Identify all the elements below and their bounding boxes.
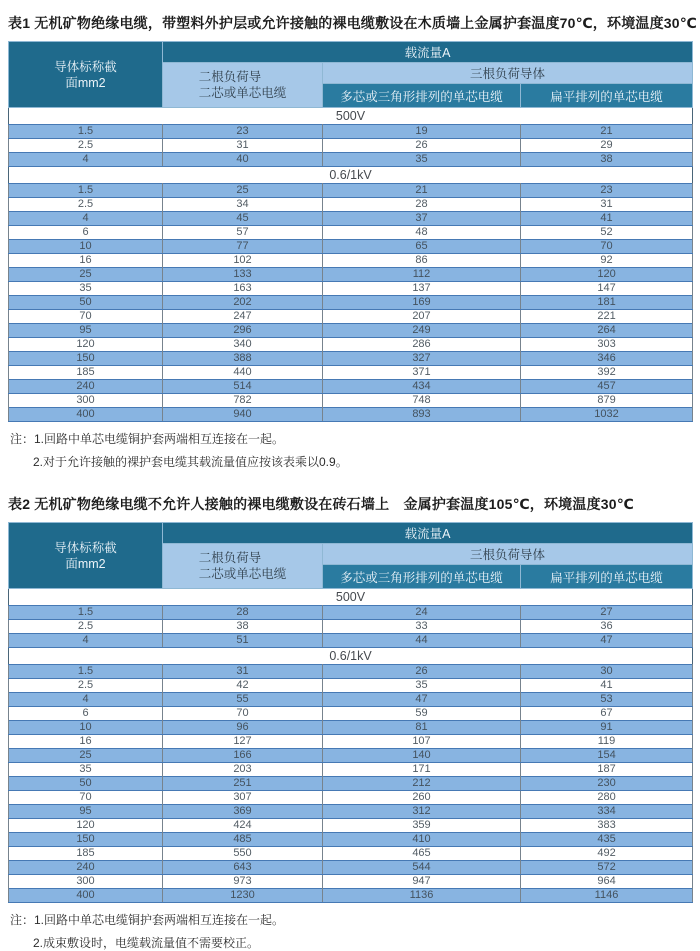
two-conductors-line2: 二芯或单芯电缆 xyxy=(198,86,287,100)
data-cell: 34 xyxy=(163,198,323,212)
data-cell: 334 xyxy=(521,805,693,819)
data-cell: 369 xyxy=(163,805,323,819)
data-cell: 181 xyxy=(521,296,693,310)
data-cell: 185 xyxy=(9,366,163,380)
table1-note-1: 注：1.回路中单芯电缆铜护套两端相互连接在一起。 xyxy=(10,432,285,446)
data-cell: 346 xyxy=(521,352,693,366)
data-cell: 52 xyxy=(521,226,693,240)
data-cell: 51 xyxy=(163,634,323,648)
data-cell: 133 xyxy=(163,268,323,282)
data-cell: 38 xyxy=(163,620,323,634)
data-cell: 50 xyxy=(9,777,163,791)
data-cell: 1.5 xyxy=(9,606,163,620)
data-cell: 230 xyxy=(521,777,693,791)
data-cell: 300 xyxy=(9,394,163,408)
table-row xyxy=(9,693,693,707)
data-cell: 70 xyxy=(9,310,163,324)
data-cell: 2.5 xyxy=(9,139,163,153)
data-cell: 150 xyxy=(9,352,163,366)
table-row xyxy=(9,620,693,634)
table2-notes xyxy=(10,913,692,951)
table-row xyxy=(9,606,693,620)
data-cell: 249 xyxy=(323,324,521,338)
data-cell: 77 xyxy=(163,240,323,254)
data-cell: 50 xyxy=(9,296,163,310)
data-cell: 41 xyxy=(521,212,693,226)
data-cell: 251 xyxy=(163,777,323,791)
data-cell: 96 xyxy=(163,721,323,735)
data-cell: 264 xyxy=(521,324,693,338)
table-row xyxy=(9,394,693,408)
data-cell: 59 xyxy=(323,707,521,721)
data-cell: 35 xyxy=(9,763,163,777)
data-cell: 300 xyxy=(9,875,163,889)
data-cell: 221 xyxy=(521,310,693,324)
data-cell: 70 xyxy=(521,240,693,254)
data-cell: 550 xyxy=(163,847,323,861)
table-row xyxy=(9,139,693,153)
data-cell: 879 xyxy=(521,394,693,408)
data-cell: 303 xyxy=(521,338,693,352)
data-cell: 26 xyxy=(323,139,521,153)
table-row xyxy=(9,282,693,296)
data-cell: 42 xyxy=(163,679,323,693)
data-cell: 53 xyxy=(521,693,693,707)
data-cell: 1136 xyxy=(323,889,521,903)
data-cell: 45 xyxy=(163,212,323,226)
table-row xyxy=(9,226,693,240)
data-cell: 247 xyxy=(163,310,323,324)
table-row xyxy=(9,296,693,310)
data-cell: 95 xyxy=(9,805,163,819)
data-cell: 748 xyxy=(323,394,521,408)
data-cell: 10 xyxy=(9,721,163,735)
data-cell: 6 xyxy=(9,226,163,240)
data-cell: 31 xyxy=(521,198,693,212)
data-cell: 19 xyxy=(323,125,521,139)
data-cell: 47 xyxy=(323,693,521,707)
data-cell: 38 xyxy=(521,153,693,167)
data-cell: 55 xyxy=(163,693,323,707)
data-cell: 1032 xyxy=(521,408,693,422)
table-row xyxy=(9,847,693,861)
data-cell: 27 xyxy=(521,606,693,620)
conductor-header-line1: 导体标称截 xyxy=(54,59,117,74)
data-cell: 400 xyxy=(9,889,163,903)
data-cell: 359 xyxy=(323,819,521,833)
data-cell: 25 xyxy=(9,268,163,282)
voltage-section-row xyxy=(9,648,693,665)
data-cell: 457 xyxy=(521,380,693,394)
data-cell: 514 xyxy=(163,380,323,394)
table-row xyxy=(9,777,693,791)
data-cell: 120 xyxy=(9,338,163,352)
table-row xyxy=(9,875,693,889)
three-loaded-conductors-header: 三根负荷导体 xyxy=(323,63,693,84)
data-cell: 940 xyxy=(163,408,323,422)
table-row xyxy=(9,707,693,721)
conductor-cross-section-header xyxy=(9,42,163,108)
two-conductors-line1: 二根负荷导 xyxy=(198,551,262,565)
multicore-trefoil-header: 多芯或三角形排列的单芯电缆 xyxy=(323,565,521,589)
data-cell: 31 xyxy=(163,139,323,153)
data-cell: 260 xyxy=(323,791,521,805)
data-cell: 202 xyxy=(163,296,323,310)
data-cell: 307 xyxy=(163,791,323,805)
table-row xyxy=(9,153,693,167)
data-cell: 296 xyxy=(163,324,323,338)
table-row xyxy=(9,268,693,282)
conductor-cross-section-header xyxy=(9,523,163,589)
data-cell: 137 xyxy=(323,282,521,296)
data-cell: 81 xyxy=(323,721,521,735)
multicore-trefoil-header: 多芯或三角形排列的单芯电缆 xyxy=(323,84,521,108)
data-cell: 4 xyxy=(9,634,163,648)
table-row xyxy=(9,665,693,679)
data-cell: 120 xyxy=(521,268,693,282)
table1-header xyxy=(9,42,693,108)
data-cell: 44 xyxy=(323,634,521,648)
data-cell: 33 xyxy=(323,620,521,634)
conductor-header-line2: 面mm2 xyxy=(65,556,106,571)
conductor-header-line2: 面mm2 xyxy=(65,75,106,90)
data-cell: 240 xyxy=(9,861,163,875)
data-cell: 21 xyxy=(521,125,693,139)
data-cell: 163 xyxy=(163,282,323,296)
data-cell: 492 xyxy=(521,847,693,861)
data-cell: 95 xyxy=(9,324,163,338)
data-cell: 154 xyxy=(521,749,693,763)
data-cell: 4 xyxy=(9,212,163,226)
data-cell: 4 xyxy=(9,693,163,707)
table-row xyxy=(9,735,693,749)
table2-header xyxy=(9,523,693,589)
data-cell: 150 xyxy=(9,833,163,847)
data-cell: 187 xyxy=(521,763,693,777)
data-cell: 37 xyxy=(323,212,521,226)
data-cell: 41 xyxy=(521,679,693,693)
table2-note-1: 注：1.回路中单芯电缆铜护套两端相互连接在一起。 xyxy=(10,913,285,927)
table-row xyxy=(9,763,693,777)
data-cell: 35 xyxy=(323,679,521,693)
two-conductors-line1: 二根负荷导 xyxy=(198,70,262,84)
data-cell: 212 xyxy=(323,777,521,791)
data-cell: 102 xyxy=(163,254,323,268)
data-cell: 57 xyxy=(163,226,323,240)
data-cell: 16 xyxy=(9,254,163,268)
data-cell: 70 xyxy=(9,791,163,805)
data-cell: 240 xyxy=(9,380,163,394)
data-cell: 112 xyxy=(323,268,521,282)
table-row xyxy=(9,125,693,139)
voltage-section-label: 500V xyxy=(9,589,693,606)
data-cell: 327 xyxy=(323,352,521,366)
three-loaded-conductors-header: 三根负荷导体 xyxy=(323,544,693,565)
data-cell: 28 xyxy=(163,606,323,620)
table-row xyxy=(9,408,693,422)
two-loaded-conductors-header xyxy=(163,544,323,589)
data-cell: 485 xyxy=(163,833,323,847)
data-cell: 127 xyxy=(163,735,323,749)
table-row xyxy=(9,749,693,763)
data-cell: 2.5 xyxy=(9,198,163,212)
data-cell: 47 xyxy=(521,634,693,648)
table-row xyxy=(9,310,693,324)
data-cell: 544 xyxy=(323,861,521,875)
data-cell: 2.5 xyxy=(9,679,163,693)
table-row xyxy=(9,679,693,693)
voltage-section-row xyxy=(9,108,693,125)
data-cell: 1.5 xyxy=(9,665,163,679)
data-cell: 91 xyxy=(521,721,693,735)
data-cell: 140 xyxy=(323,749,521,763)
table1-note-2: 2.对于允许接触的裸护套电缆其载流量值应按该表乘以0.9。 xyxy=(33,455,348,469)
data-cell: 23 xyxy=(163,125,323,139)
data-cell: 30 xyxy=(521,665,693,679)
table-row xyxy=(9,212,693,226)
data-cell: 643 xyxy=(163,861,323,875)
table-row xyxy=(9,338,693,352)
data-cell: 35 xyxy=(323,153,521,167)
data-cell: 185 xyxy=(9,847,163,861)
table-row xyxy=(9,324,693,338)
table2-note-2: 2.成束敷设时，电缆载流量值不需要校正。 xyxy=(33,936,260,950)
table-row xyxy=(9,819,693,833)
voltage-section-label: 0.6/1kV xyxy=(9,648,693,665)
load-capacity-header: 载流量A xyxy=(163,42,693,63)
data-cell: 147 xyxy=(521,282,693,296)
data-cell: 86 xyxy=(323,254,521,268)
table-row xyxy=(9,889,693,903)
data-cell: 410 xyxy=(323,833,521,847)
data-cell: 392 xyxy=(521,366,693,380)
two-conductors-line2: 二芯或单芯电缆 xyxy=(198,567,287,581)
data-cell: 169 xyxy=(323,296,521,310)
data-cell: 280 xyxy=(521,791,693,805)
data-cell: 40 xyxy=(163,153,323,167)
data-cell: 203 xyxy=(163,763,323,777)
data-cell: 286 xyxy=(323,338,521,352)
flat-arrangement-header: 扁平排列的单芯电缆 xyxy=(521,84,693,108)
data-cell: 92 xyxy=(521,254,693,268)
data-cell: 48 xyxy=(323,226,521,240)
table-row xyxy=(9,805,693,819)
data-cell: 893 xyxy=(323,408,521,422)
table2-title: 表2 无机矿物绝缘电缆不允许人接触的裸电缆敷设在砖石墙上 金属护套温度105℃，环境温度30℃ xyxy=(8,496,634,512)
data-cell: 21 xyxy=(323,184,521,198)
flat-arrangement-header: 扁平排列的单芯电缆 xyxy=(521,565,693,589)
data-cell: 107 xyxy=(323,735,521,749)
data-cell: 35 xyxy=(9,282,163,296)
table-row xyxy=(9,833,693,847)
data-cell: 312 xyxy=(323,805,521,819)
data-cell: 782 xyxy=(163,394,323,408)
data-cell: 572 xyxy=(521,861,693,875)
table-row xyxy=(9,198,693,212)
data-cell: 383 xyxy=(521,819,693,833)
table-row xyxy=(9,861,693,875)
data-cell: 388 xyxy=(163,352,323,366)
load-capacity-header: 载流量A xyxy=(163,523,693,544)
data-cell: 31 xyxy=(163,665,323,679)
table-row xyxy=(9,380,693,394)
table2-body xyxy=(9,589,693,903)
table-row xyxy=(9,184,693,198)
table-row xyxy=(9,352,693,366)
data-cell: 65 xyxy=(323,240,521,254)
data-cell: 10 xyxy=(9,240,163,254)
data-cell: 371 xyxy=(323,366,521,380)
data-cell: 36 xyxy=(521,620,693,634)
data-cell: 400 xyxy=(9,408,163,422)
table-row xyxy=(9,721,693,735)
data-cell: 424 xyxy=(163,819,323,833)
data-cell: 947 xyxy=(323,875,521,889)
data-cell: 24 xyxy=(323,606,521,620)
data-cell: 340 xyxy=(163,338,323,352)
table1-notes xyxy=(10,432,692,470)
table1-body xyxy=(9,108,693,422)
data-cell: 171 xyxy=(323,763,521,777)
data-cell: 119 xyxy=(521,735,693,749)
two-loaded-conductors-header xyxy=(163,63,323,108)
data-cell: 1.5 xyxy=(9,125,163,139)
data-cell: 25 xyxy=(163,184,323,198)
data-cell: 964 xyxy=(521,875,693,889)
data-cell: 4 xyxy=(9,153,163,167)
data-cell: 973 xyxy=(163,875,323,889)
data-cell: 440 xyxy=(163,366,323,380)
data-cell: 25 xyxy=(9,749,163,763)
table-row xyxy=(9,254,693,268)
data-cell: 1.5 xyxy=(9,184,163,198)
data-cell: 26 xyxy=(323,665,521,679)
table-row xyxy=(9,366,693,380)
data-cell: 207 xyxy=(323,310,521,324)
data-cell: 434 xyxy=(323,380,521,394)
data-cell: 70 xyxy=(163,707,323,721)
data-cell: 16 xyxy=(9,735,163,749)
data-cell: 28 xyxy=(323,198,521,212)
table-row xyxy=(9,791,693,805)
data-cell: 67 xyxy=(521,707,693,721)
data-cell: 1230 xyxy=(163,889,323,903)
data-cell: 6 xyxy=(9,707,163,721)
data-cell: 435 xyxy=(521,833,693,847)
data-cell: 120 xyxy=(9,819,163,833)
data-cell: 465 xyxy=(323,847,521,861)
voltage-section-label: 0.6/1kV xyxy=(9,167,693,184)
table-row xyxy=(9,634,693,648)
voltage-section-label: 500V xyxy=(9,108,693,125)
voltage-section-row xyxy=(9,167,693,184)
ampacity-table-1 xyxy=(8,41,693,422)
table1-title: 表1 无机矿物绝缘电缆，带塑料外护层或允许接触的裸电缆敷设在木质墙上金属护套温度70℃，环境温度30℃ xyxy=(8,15,697,31)
data-cell: 23 xyxy=(521,184,693,198)
data-cell: 166 xyxy=(163,749,323,763)
voltage-section-row xyxy=(9,589,693,606)
data-cell: 2.5 xyxy=(9,620,163,634)
table-row xyxy=(9,240,693,254)
data-cell: 1146 xyxy=(521,889,693,903)
conductor-header-line1: 导体标称截 xyxy=(54,540,117,555)
data-cell: 29 xyxy=(521,139,693,153)
ampacity-table-2 xyxy=(8,522,693,903)
